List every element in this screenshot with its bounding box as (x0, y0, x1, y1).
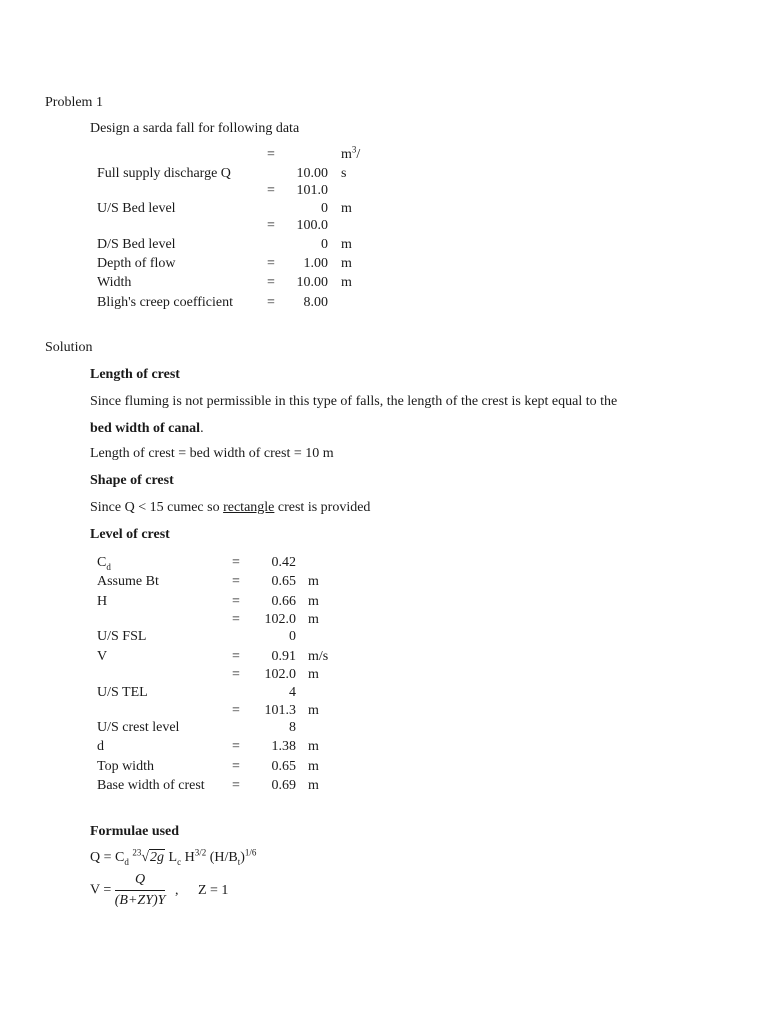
velocity-fraction: $\frac{Q}{(B+ZY)Y}$ (114, 872, 166, 908)
problem-intro: Design a sarda fall for following data (90, 121, 300, 136)
fsl-value: 0 (289, 629, 296, 644)
given-unit: $m^3/$ (341, 144, 361, 162)
length-of-crest-line2: bed width of canal. (90, 421, 204, 436)
bw-unit: m (308, 778, 319, 793)
given-label: Full supply discharge Q (97, 166, 231, 181)
eq-sign: = (232, 778, 240, 793)
tel-value: 102.0 (264, 667, 296, 682)
bw-value: 0.69 (271, 778, 296, 793)
bt-unit: m (308, 574, 319, 589)
eq-sign: = (232, 739, 240, 754)
cd-label: $C_d$ (97, 555, 111, 572)
v-value: 0.91 (271, 649, 296, 664)
bw-label: Base width of crest (97, 778, 205, 793)
eq-sign: = (232, 555, 240, 570)
tw-label: Top width (97, 759, 154, 774)
formulae-heading: Formulae used (90, 824, 180, 839)
cube-root-expression: $^{23}$√2g (132, 847, 165, 865)
ucl-unit: m (308, 703, 319, 718)
given-value: 10.00 (296, 166, 328, 181)
eq-sign: = (232, 594, 240, 609)
given-unit: m (341, 237, 352, 252)
eq-sign: = (232, 574, 240, 589)
length-of-crest-line3: Length of crest = bed width of crest = 10 m (90, 446, 334, 461)
given-unit: m (341, 201, 352, 216)
cd-value: 0.42 (271, 555, 296, 570)
given-label: D/S Bed level (97, 237, 176, 252)
fsl-unit: m (308, 612, 319, 627)
given-eq: = (267, 147, 275, 162)
given-eq: = (267, 218, 275, 233)
shape-of-crest-heading: Shape of crest (90, 473, 174, 488)
tw-unit: m (308, 759, 319, 774)
eq-sign: = (232, 667, 240, 682)
given-unit: m (341, 275, 352, 290)
h-value: 0.66 (271, 594, 296, 609)
length-of-crest-heading: Length of crest (90, 367, 180, 382)
length-of-crest-line1: Since fluming is not permissible in this type of falls, the length of the crest is kept equal to the (90, 394, 618, 409)
ucl-value: 8 (289, 720, 296, 735)
eq-sign: = (232, 612, 240, 627)
given-eq: = (267, 256, 275, 271)
given-unit: m (341, 256, 352, 271)
given-label: Depth of flow (97, 256, 176, 271)
formula-velocity: V = $\frac{Q}{(B+ZY)Y}$ , Z = 1 (90, 872, 229, 908)
given-value: 100.0 (296, 218, 328, 233)
given-value: 0 (321, 237, 328, 252)
ucl-value: 101.3 (264, 703, 296, 718)
given-value: 10.00 (296, 275, 328, 290)
bt-value: 0.65 (271, 574, 296, 589)
given-label: Width (97, 275, 132, 290)
given-eq: = (267, 183, 275, 198)
shape-of-crest-text: Since Q < 15 cumec so rectangle crest is provided (90, 500, 371, 515)
d-value: 1.38 (271, 739, 296, 754)
fsl-value: 102.0 (264, 612, 296, 627)
level-of-crest-heading: Level of crest (90, 527, 170, 542)
eq-sign: = (232, 649, 240, 664)
given-value: 8.00 (303, 295, 328, 310)
eq-sign: = (232, 703, 240, 718)
tel-unit: m (308, 667, 319, 682)
formula-discharge: $Q = C_d$ $^{23}$√2g $L_c$ $H^{3/2}$ $(H/B_t)^{1/6}$ (90, 847, 257, 867)
fsl-label: U/S FSL (97, 629, 147, 644)
given-label: Bligh's creep coefficient (97, 295, 233, 310)
ucl-label: U/S crest level (97, 720, 180, 735)
given-eq: = (267, 275, 275, 290)
eq-sign: = (232, 759, 240, 774)
v-unit: m/s (308, 649, 329, 664)
d-unit: m (308, 739, 319, 754)
tel-value: 4 (289, 685, 296, 700)
h-label: H (97, 594, 108, 609)
problem-title: Problem 1 (45, 95, 103, 110)
h-unit: m (308, 594, 319, 609)
v-label: V (97, 649, 108, 664)
given-eq: = (267, 295, 275, 310)
given-value: 101.0 (296, 183, 328, 198)
given-value: 1.00 (303, 256, 328, 271)
solution-title: Solution (45, 340, 93, 355)
bt-label: Assume Bt (97, 574, 159, 589)
given-unit: s (341, 166, 347, 181)
tel-label: U/S TEL (97, 685, 148, 700)
given-value: 0 (321, 201, 328, 216)
tw-value: 0.65 (271, 759, 296, 774)
given-label: U/S Bed level (97, 201, 176, 216)
d-label: d (97, 739, 104, 754)
